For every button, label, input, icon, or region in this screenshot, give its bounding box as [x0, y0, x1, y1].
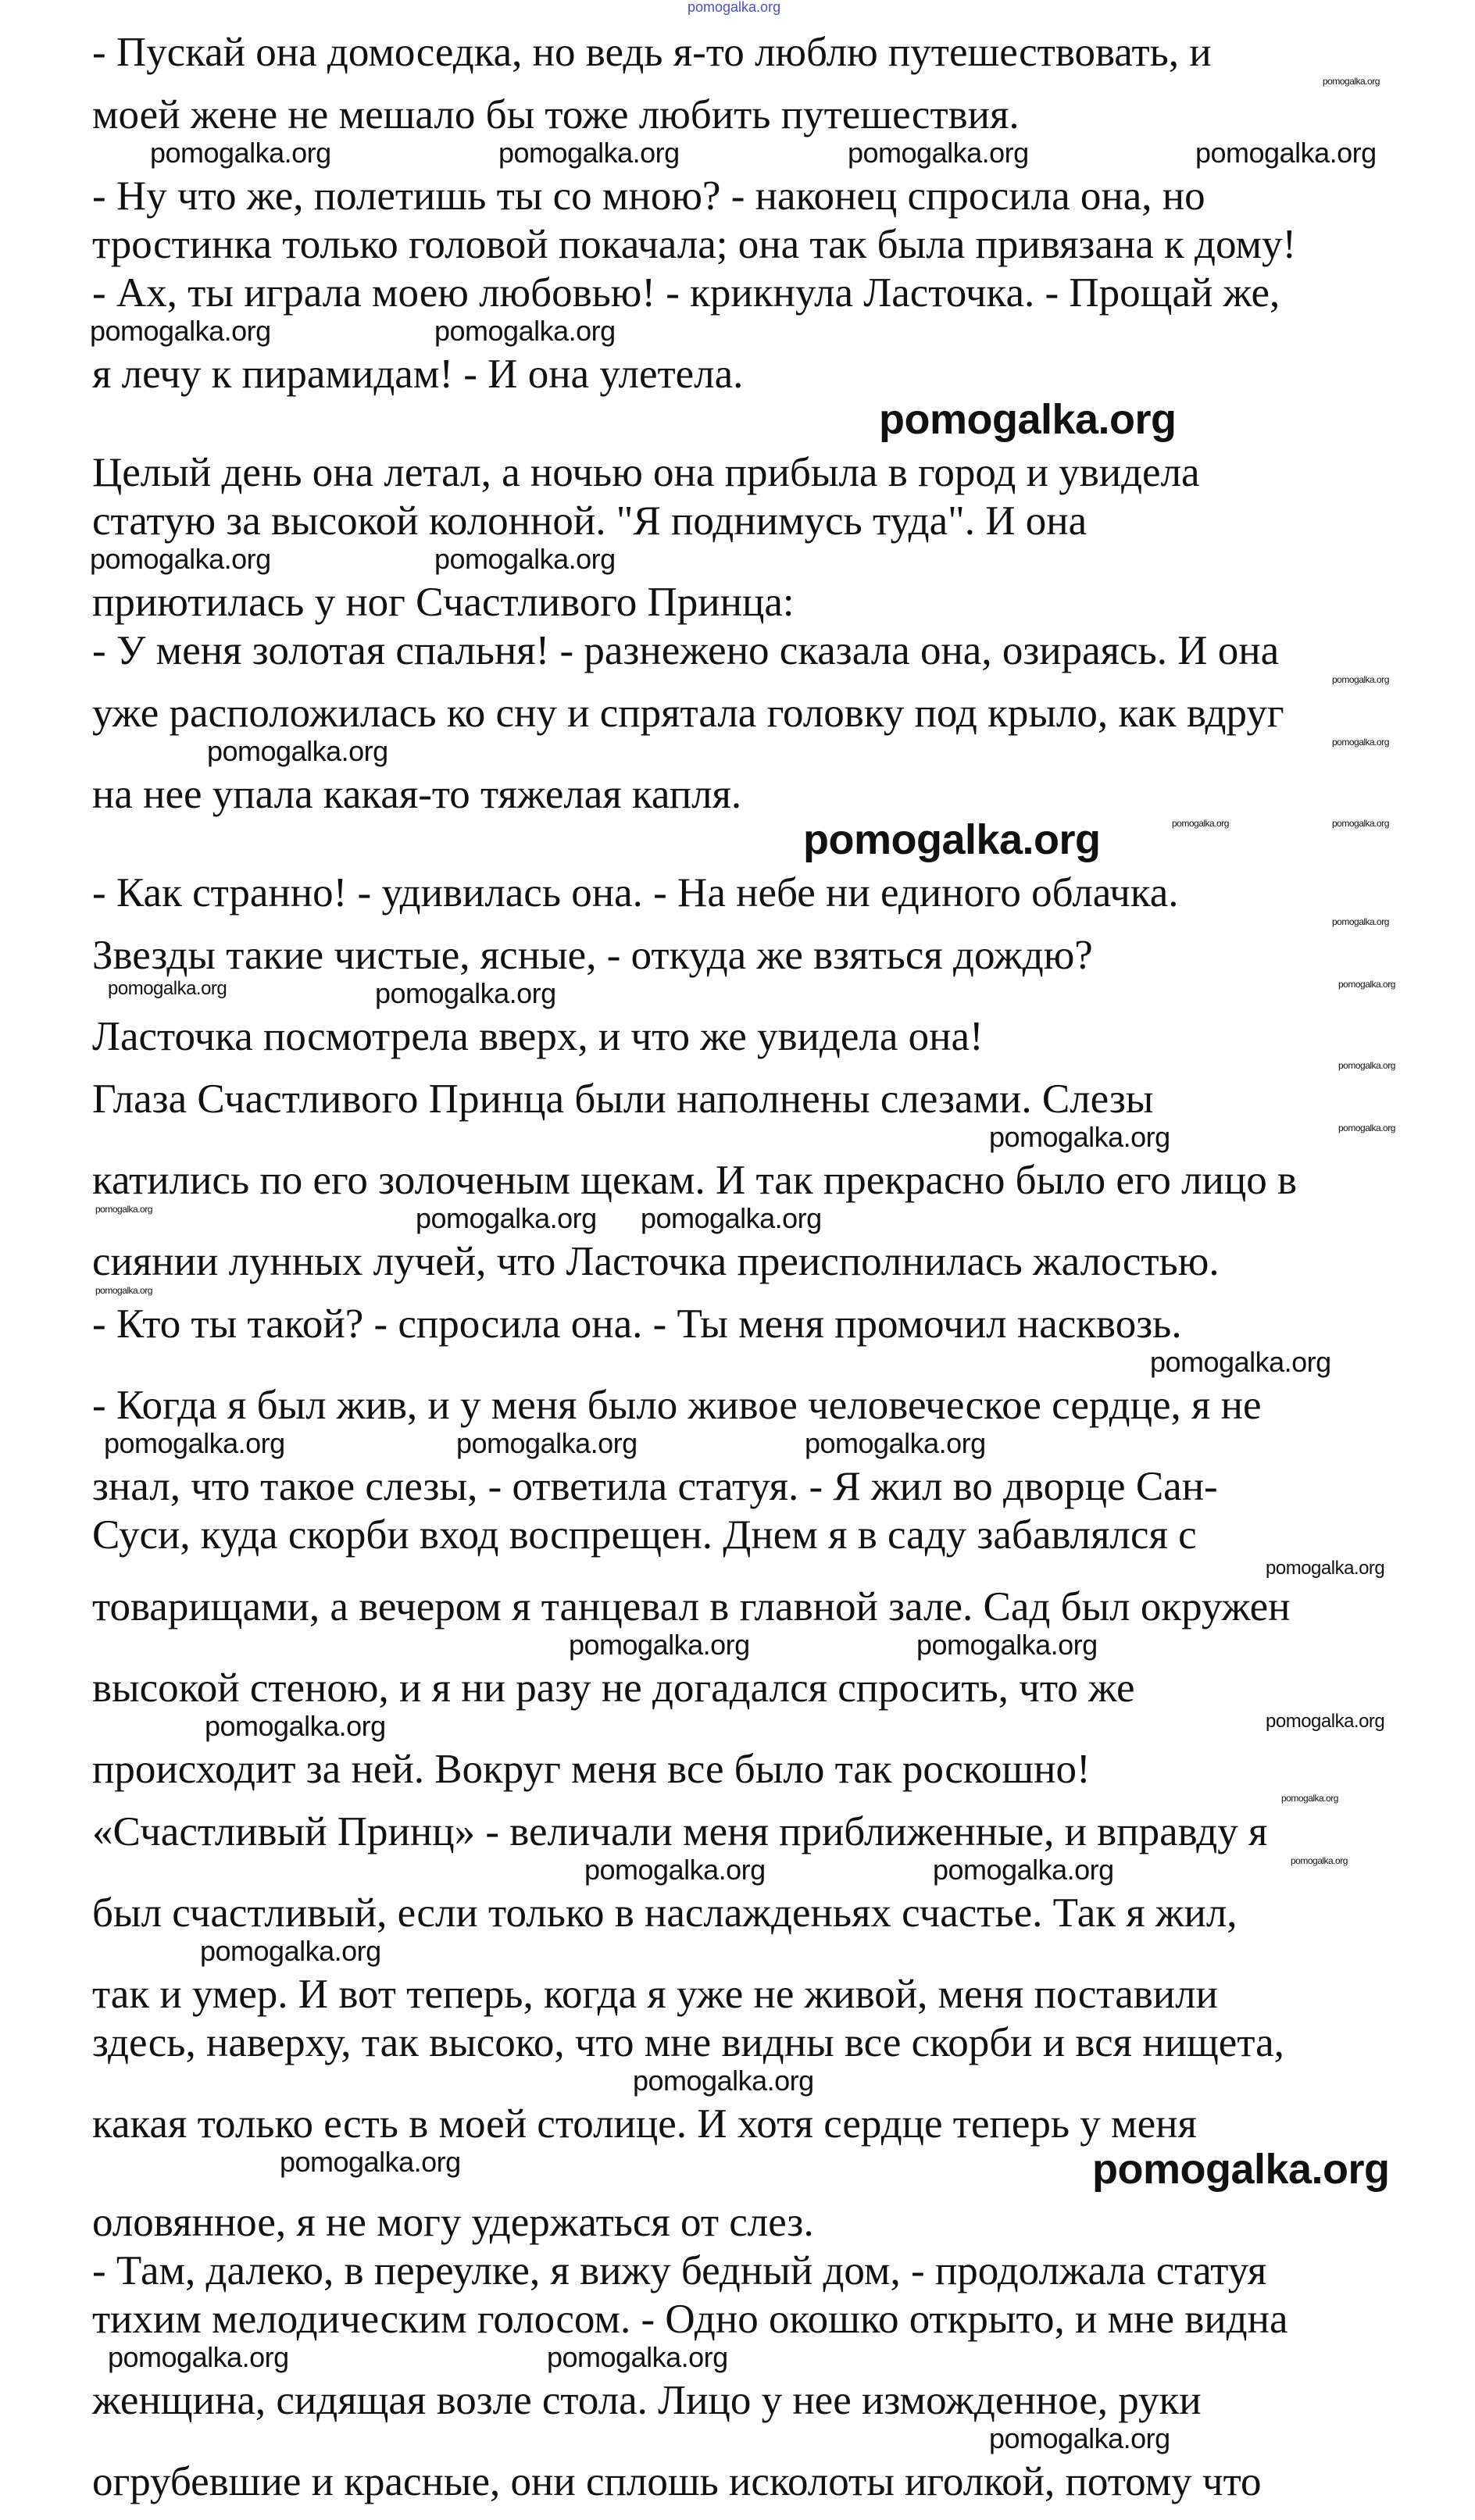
- watermark-row: [0, 2148, 1475, 2198]
- watermark: pomogalka.org: [805, 1427, 986, 1459]
- text-line: Звезды такие чистые, ясные, - откуда же взяться дождю?: [92, 933, 1093, 978]
- text-line: женщина, сидящая возле стола. Лицо у нее изможденное, руки: [92, 2378, 1202, 2423]
- watermark-row: [0, 1937, 1475, 1970]
- text-line: Глаза Счастливого Принца были наполнены слезами. Слезы: [92, 1076, 1154, 1122]
- watermark: pomogalka.org: [416, 1202, 597, 1234]
- watermark-row: [0, 1348, 1475, 1381]
- watermark-row: [0, 1427, 1475, 1462]
- watermark: pomogalka.org: [989, 2422, 1170, 2454]
- text-line: - Кто ты такой? - спросила она. - Ты меня промочил насквозь.: [92, 1301, 1182, 1347]
- watermark: pomogalka.org: [848, 137, 1029, 169]
- watermark-row: [0, 1061, 1475, 1075]
- watermark: pomogalka.org: [803, 816, 1101, 863]
- text-line: я лечу к пирамидам! - И она улетела.: [92, 352, 744, 397]
- watermark-row: [0, 1286, 1475, 1300]
- watermark: pomogalka.org: [1172, 818, 1229, 829]
- watermark: pomogalka.org: [498, 137, 680, 169]
- text-line: Суси, куда скорби вход воспрещен. Днем я в саду забавлялся с: [92, 1512, 1197, 1558]
- text-line: какая только есть в моей столице. И хотя сердце теперь у меня: [92, 2101, 1197, 2147]
- watermark-row: [0, 917, 1475, 931]
- watermark-row: [0, 77, 1475, 91]
- watermark-row: [0, 737, 1475, 770]
- text-line: высокой стеною, и я ни разу не догадался спросить, что же: [92, 1665, 1135, 1711]
- watermark: pomogalka.org: [1332, 916, 1389, 927]
- text-line: знал, что такое слезы, - ответила статуя. - Я жил во дворце Сан-: [92, 1464, 1218, 1509]
- text-line: товарищами, а вечером я танцевал в главной зале. Сад был окружен: [92, 1584, 1291, 1629]
- watermark: pomogalka.org: [569, 1629, 750, 1661]
- watermark: pomogalka.org: [584, 1854, 766, 1886]
- watermark-row: [0, 398, 1475, 448]
- watermark-row: [0, 1794, 1475, 1808]
- text-line: тихим мелодическим голосом. - Одно окошко открыто, и мне видна: [92, 2297, 1288, 2342]
- text-line: тростинка только головой покачала; она так была привязана к дому!: [92, 222, 1297, 267]
- watermark: pomogalka.org: [933, 1854, 1114, 1886]
- text-line: - У меня золотая спальня! - разнежено сказала она, озираясь. И она: [92, 628, 1280, 673]
- text-line: здесь, наверху, так высоко, что мне видны все скорби и вся нищета,: [92, 2020, 1284, 2065]
- watermark: pomogalka.org: [375, 977, 556, 1009]
- watermark: pomogalka.org: [200, 1935, 381, 1967]
- watermark-row: [0, 1631, 1475, 1664]
- watermark-row: [0, 977, 1475, 1012]
- text-line: Целый день она летал, а ночью она прибыла в город и увидела: [92, 450, 1200, 495]
- watermark-row: [0, 1559, 1475, 1583]
- text-line: статую за высокой колонной. "Я поднимусь туда". И она: [92, 498, 1088, 544]
- watermark: pomogalka.org: [207, 735, 388, 767]
- watermark: pomogalka.org: [150, 137, 331, 169]
- watermark-row: [0, 675, 1475, 689]
- text-line: происходит за ней. Вокруг меня все было так роскошно!: [92, 1747, 1091, 1792]
- text-line: приютилась у ног Счастливого Принца:: [92, 580, 795, 625]
- watermark: pomogalka.org: [1195, 137, 1377, 169]
- watermark-row: [0, 2422, 1475, 2458]
- watermark: pomogalka.org: [1338, 1123, 1395, 1133]
- watermark: pomogalka.org: [879, 396, 1177, 443]
- top-watermark: pomogalka.org: [688, 0, 781, 15]
- watermark: pomogalka.org: [104, 1427, 285, 1459]
- watermark: pomogalka.org: [1332, 674, 1389, 685]
- watermark: pomogalka.org: [1266, 1711, 1385, 1732]
- watermark-row: [0, 1856, 1475, 1889]
- watermark: pomogalka.org: [434, 315, 616, 347]
- watermark: pomogalka.org: [633, 2065, 814, 2097]
- watermark-row: [0, 1123, 1475, 1156]
- watermark-row: [0, 1712, 1475, 1745]
- watermark-row: [0, 816, 1475, 869]
- text-line: огрубевшие и красные, они сплошь исколоты иголкой, потому что: [92, 2459, 1262, 2504]
- watermark: pomogalka.org: [989, 1121, 1170, 1153]
- watermark: pomogalka.org: [1266, 1558, 1385, 1579]
- watermark-row: [0, 2343, 1475, 2376]
- text-line: моей жене не мешало бы тоже любить путешествия.: [92, 92, 1020, 137]
- watermark: pomogalka.org: [1338, 979, 1395, 990]
- watermark: pomogalka.org: [95, 1204, 152, 1215]
- watermark: pomogalka.org: [1338, 1060, 1395, 1071]
- watermark: pomogalka.org: [547, 2341, 728, 2373]
- watermark-row: [0, 317, 1475, 350]
- watermark: pomogalka.org: [108, 978, 227, 999]
- watermark: pomogalka.org: [280, 2146, 461, 2178]
- text-line: на нее упала какая-то тяжелая капля.: [92, 772, 742, 817]
- text-line: «Счастливый Принц» - величали меня приближенные, и вправду я: [92, 1809, 1268, 1854]
- watermark-row: [0, 2067, 1475, 2100]
- watermark: pomogalka.org: [916, 1629, 1098, 1661]
- text-line: - Ну что же, полетишь ты со мною? - наконец спросила она, но: [92, 173, 1205, 219]
- watermark-row: [0, 1202, 1475, 1237]
- watermark: pomogalka.org: [1092, 2146, 1390, 2193]
- watermark: pomogalka.org: [1150, 1346, 1331, 1378]
- text-line: - Как странно! - удивилась она. - На небе ни единого облачка.: [92, 870, 1179, 916]
- text-line: катились по его золоченым щекам. И так прекрасно было его лицо в: [92, 1158, 1298, 1203]
- text-line: - Когда я был жив, и у меня было живое человеческое сердце, я не: [92, 1383, 1262, 1428]
- text-line: - Там, далеко, в переулке, я вижу бедный дом, - продолжала статуя: [92, 2248, 1267, 2293]
- watermark: pomogalka.org: [95, 1285, 152, 1296]
- watermark: pomogalka.org: [1291, 1855, 1348, 1866]
- text-line: сиянии лунных лучей, что Ласточка преисполнилась жалостью.: [92, 1239, 1220, 1284]
- text-line: так и умер. И вот теперь, когда я уже не живой, меня поставили: [92, 1972, 1218, 2017]
- watermark-row: [0, 545, 1475, 578]
- text-line: - Ах, ты играла моею любовью! - крикнула Ласточка. - Прощай же,: [92, 270, 1280, 316]
- text-line: уже расположилась ко сну и спрятала головку под крыло, как вдруг: [92, 691, 1284, 736]
- watermark: pomogalka.org: [1281, 1793, 1338, 1804]
- watermark: pomogalka.org: [90, 315, 271, 347]
- watermark: pomogalka.org: [1323, 76, 1380, 87]
- watermark: pomogalka.org: [1332, 737, 1389, 748]
- text-line: - Пускай она домоседка, но ведь я-то люблю путешествовать, и: [92, 30, 1212, 75]
- watermark: pomogalka.org: [1332, 818, 1389, 829]
- text-line: Ласточка посмотрела вверх, и что же увидела она!: [92, 1014, 984, 1059]
- watermark-row: [0, 139, 1475, 172]
- text-line: был счастливый, если только в наслажденьях счастье. Так я жил,: [92, 1890, 1238, 1936]
- watermark: pomogalka.org: [90, 543, 271, 575]
- document-body: [0, 28, 1475, 2506]
- watermark: pomogalka.org: [456, 1427, 638, 1459]
- watermark: pomogalka.org: [205, 1710, 386, 1742]
- watermark: pomogalka.org: [641, 1202, 822, 1234]
- watermark: pomogalka.org: [434, 543, 616, 575]
- text-line: оловянное, я не могу удержаться от слез.: [92, 2200, 814, 2245]
- watermark: pomogalka.org: [108, 2341, 289, 2373]
